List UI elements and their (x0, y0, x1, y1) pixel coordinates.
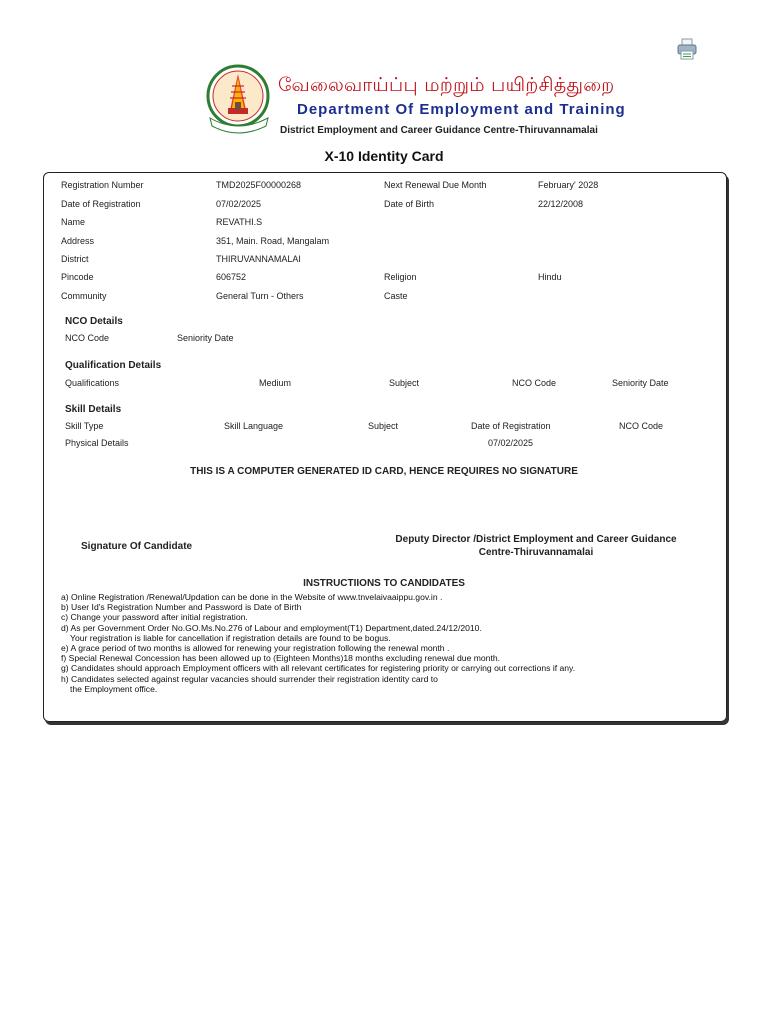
instruction-d: d) As per Government Order No.GO.Ms.No.276 of Labour and employment(T1) Department,dated.24/12/2010. (61, 622, 482, 633)
dob-label: Date of Birth (384, 199, 435, 209)
instruction-b: b) User Id's Registration Number and Password is Date of Birth (61, 602, 302, 613)
religion-label: Religion (384, 272, 417, 282)
centre-title: District Employment and Career Guidance Centre-Thiruvannamalai (280, 125, 598, 136)
instruction-h-continued: the Employment office. (70, 683, 158, 694)
name-value: REVATHI.S (216, 217, 263, 227)
qualification-col-subject: Subject (389, 378, 420, 388)
tamil-nadu-emblem-icon (206, 62, 276, 136)
qualification-col-nco-code: NCO Code (512, 378, 557, 388)
instruction-c: c) Change your password after initial registration. (61, 612, 248, 623)
district-label: District (61, 254, 89, 264)
community-label: Community (61, 291, 107, 301)
officer-signature-line1: Deputy Director /District Employment and Career Guidance (395, 534, 677, 545)
pincode-value: 606752 (216, 272, 247, 282)
skill-section-title: Skill Details (65, 404, 122, 415)
nco-seniority-label: Seniority Date (177, 333, 234, 343)
reg-date-value: 07/02/2025 (216, 199, 262, 209)
reg-date-label: Date of Registration (61, 199, 141, 209)
dob-value: 22/12/2008 (538, 199, 584, 209)
candidate-signature-label: Signature Of Candidate (81, 541, 193, 552)
qualification-section-title: Qualification Details (65, 360, 162, 371)
instructions-title: INSTRUCTIIONS TO CANDIDATES (303, 578, 465, 589)
tamil-department-title: வேலைவாய்ப்பு மற்றும் பயிற்சித்துறை (278, 74, 615, 96)
pincode-label: Pincode (61, 272, 94, 282)
nco-code-label: NCO Code (65, 333, 110, 343)
skill-col-type: Skill Type (65, 421, 104, 431)
skill-col-nco-code: NCO Code (619, 421, 664, 431)
reg-no-value: TMD2025F00000268 (216, 180, 302, 190)
address-label: Address (61, 236, 95, 246)
qualification-col-medium: Medium (259, 378, 292, 388)
officer-signature-line2: Centre-Thiruvannamalai (478, 547, 594, 558)
printer-icon[interactable] (677, 38, 697, 60)
department-title: Department Of Employment and Training (297, 101, 626, 118)
qualification-col-seniority: Seniority Date (612, 378, 669, 388)
page-title: X-10 Identity Card (324, 148, 444, 164)
name-label: Name (61, 217, 86, 227)
community-value: General Turn - Others (216, 291, 304, 301)
qualification-col-qualifications: Qualifications (65, 378, 120, 388)
reg-no-label: Registration Number (61, 180, 144, 190)
computer-generated-notice: THIS IS A COMPUTER GENERATED ID CARD, HENCE REQUIRES NO SIGNATURE (190, 466, 578, 477)
instruction-h: h) Candidates selected against regular vacancies should surrender their registration identity card to (61, 673, 438, 684)
nco-section-title: NCO Details (65, 316, 123, 327)
physical-details-label: Physical Details (65, 438, 129, 448)
instructions-list (61, 592, 575, 694)
instruction-d-continued: Your registration is liable for cancellation if registration details are found to be bogus. (70, 632, 391, 643)
address-value: 351, Main. Road, Mangalam (216, 236, 330, 246)
instruction-g: g) Candidates should approach Employment officers with all relevant certificates for registering priority or carrying out corrections if any. (61, 663, 576, 674)
district-value: THIRUVANNAMALAI (216, 254, 301, 264)
renewal-label: Next Renewal Due Month (384, 180, 487, 190)
instruction-f: f) Special Renewal Concession has been allowed up to (Eighteen Months)18 months excluding renewal due month. (61, 653, 501, 664)
skill-col-language: Skill Language (224, 421, 284, 431)
instruction-a: a) Online Registration /Renewal/Updation can be done in the Website of www.tnvelaivaaippu.gov.in . (61, 592, 443, 602)
religion-value: Hindu (538, 272, 562, 282)
instruction-e: e) A grace period of two months is allowed for renewing your registration following the renewal month . (61, 643, 450, 654)
skill-col-subject: Subject (368, 421, 399, 431)
physical-details-date: 07/02/2025 (488, 438, 534, 448)
caste-label: Caste (384, 291, 408, 301)
renewal-value: February' 2028 (538, 180, 599, 190)
skill-col-reg-date: Date of Registration (471, 421, 551, 431)
